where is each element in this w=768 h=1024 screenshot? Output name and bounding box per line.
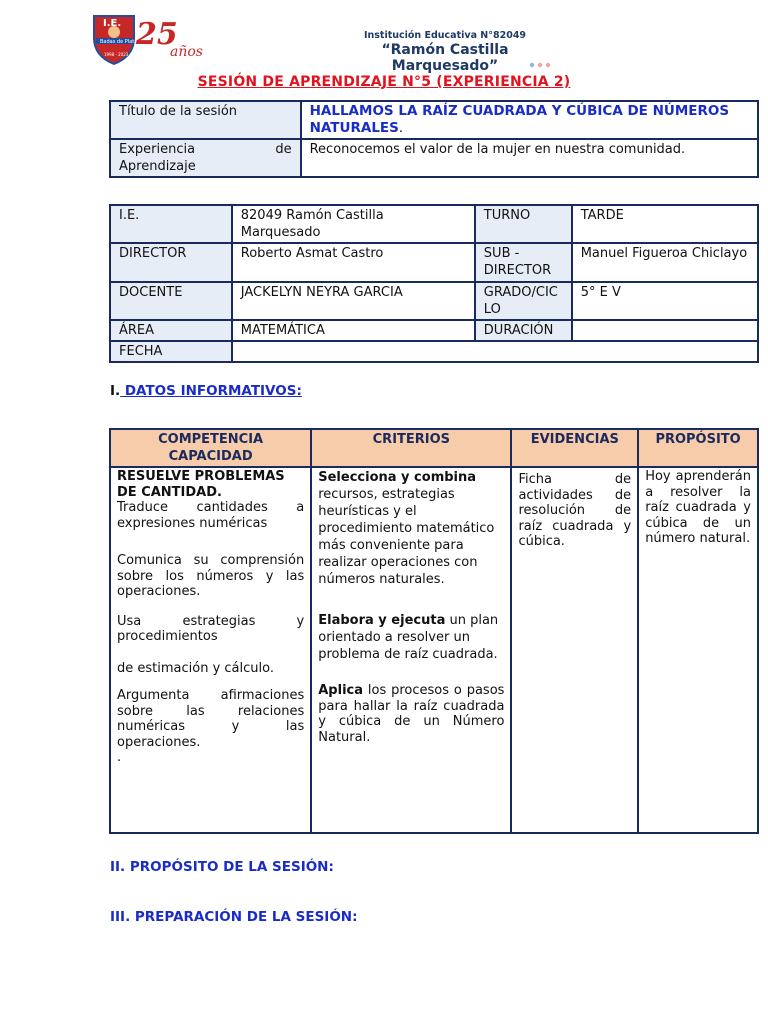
session-title-label: Título de la sesión [110,101,301,139]
competencia-title: RESUELVE PROBLEMAS DE CANTIDAD. [117,469,285,500]
capacity-1: Traduce cantidades a expresiones numéricas [117,500,305,531]
logo-ie-text: I.E. [103,18,122,29]
header-criterios: CRITERIOS [311,429,511,467]
session-title-period: . [398,121,404,136]
header-evidencias: EVIDENCIAS [511,429,638,467]
session-title-text: HALLAMOS LA RAÍZ CUADRADA Y CÚBICA DE NÚMEROS NATURALES [309,103,730,136]
experience-label [110,139,301,177]
criterion-2-text: un plan orientado a resolver un problema de raíz cuadrada. [318,613,499,662]
capacity-2: Comunica su comprensión sobre los números y las operaciones. [117,553,305,599]
institution-logo [90,12,220,68]
capacity-3b: de estimación y cálculo. [117,660,274,676]
turno-value: TARDE [572,205,758,243]
ie-label: I.E. [110,205,232,243]
fecha-label: FECHA [110,341,232,362]
institution-number: Institución Educativa N°82049 [363,30,527,41]
criterios-cell [311,467,511,833]
session-title: SESIÓN DE APRENDIZAJE N°5 (EXPERIENCIA 2) [197,74,571,90]
criterion-1-text-cont: más conveniente para realizar operaciones con números naturales. [318,538,478,587]
evidencia-cell: Ficha de actividades de resolución de raíz cuadrada y cúbica. [511,467,638,833]
area-label: ÁREA [110,320,232,341]
grado-label: GRADO/CICLO [475,282,572,320]
section-1-heading [110,383,302,399]
criterion-3-text: los procesos o pasos para hallar la raíz cuadrada y cúbica de un Número Natural. [318,683,505,745]
header-competencia: COMPETENCIA CAPACIDAD [110,429,311,467]
experience-label-word2: de [275,142,292,157]
general-info-table [109,204,759,363]
subdirector-label: SUB -DIRECTOR [475,243,572,282]
decorative-dots [528,62,558,68]
criterion-2-verb: Elabora y ejecuta [318,613,446,628]
turno-label: TURNO [475,205,572,243]
institution-name: “Ramón Castilla Marquesado” [381,42,509,74]
session-title-table [109,100,759,178]
section-3-heading: III. PREPARACIÓN DE LA SESIÓN: [110,909,358,925]
logo-anniversary-word: años [170,44,203,60]
experience-label-word3: Aprendizaje [119,159,196,174]
duracion-value [572,320,758,341]
docente-value: JACKELYN NEYRA GARCIA [232,282,475,320]
capacity-4-end: . [117,750,122,765]
proposito-cell: Hoy aprenderán a resolver la raíz cuadrada y cúbica de un número natural. [638,467,758,833]
ie-value: 82049 Ramón Castilla Marquesado [232,205,475,243]
capacity-3a: Usa estrategias y procedimientos [117,613,305,644]
session-title-value [301,101,758,139]
logo-anniversary-number: 25 [136,17,178,52]
section-2-heading: II. PROPÓSITO DE LA SESIÓN: [110,859,334,875]
capacity-4: Argumenta afirmaciones sobre las relaciones numéricas y las operaciones. [117,688,305,750]
area-value: MATEMÁTICA [232,320,475,341]
criterion-1-text: recursos, estrategias heurísticas y el procedimiento matemático [318,487,495,536]
competency-table [109,428,759,834]
subdirector-value: Manuel Figueroa Chiclayo [572,243,758,282]
header-proposito: PROPÓSITO [638,429,758,467]
grado-value: 5° E V [572,282,758,320]
duracion-label: DURACIÓN [475,320,572,341]
fecha-value [232,341,758,362]
logo-ribbon-text: Badas de Plata [100,39,138,45]
docente-label: DOCENTE [110,282,232,320]
director-value: Roberto Asmat Castro [232,243,475,282]
director-label: DIRECTOR [110,243,232,282]
competencia-cell [110,467,311,833]
experience-label-word1: Experiencia [119,142,196,157]
criterion-3-verb: Aplica [318,683,364,698]
section-1-number: I. [110,383,121,399]
logo-years-text: 1998 - 2023 [104,52,129,57]
criterion-1-verb: Selecciona y combina [318,470,477,485]
experience-value: Reconocemos el valor de la mujer en nuestra comunidad. [301,139,758,177]
section-1-title: DATOS INFORMATIVOS: [120,383,302,399]
